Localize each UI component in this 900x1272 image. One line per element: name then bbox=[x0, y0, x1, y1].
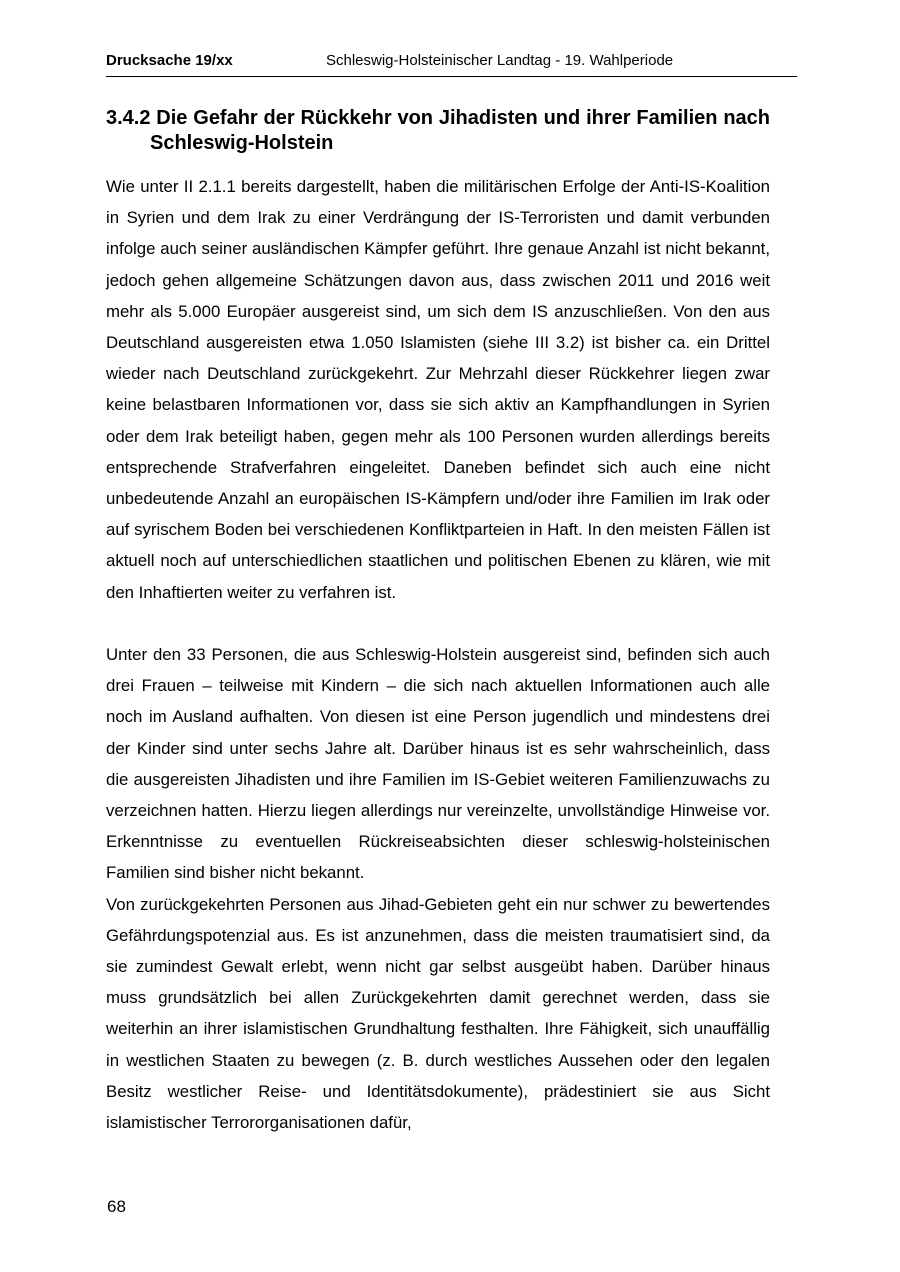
page-number: 68 bbox=[107, 1197, 126, 1216]
section-heading: 3.4.2 Die Gefahr der Rückkehr von Jihadisten und ihrer Familien nach Schleswig-Holstein bbox=[106, 107, 770, 154]
paragraph-3: Von zurückgekehrten Personen aus Jihad-Gebieten geht ein nur schwer zu bewertendes Gefährdungspotenzial aus. Es ist anzunehmen, dass die meisten traumatisiert sind, da sie zumindest Gewalt erlebt, wenn nicht gar selbst ausgeübt haben. Darüber hinaus muss grundsätzlich bei allen Zurückgekehrten damit gerechnet werden, dass sie weiterhin an ihrer islamistischen Grundhaltung festhalten. Ihre Fähigkeit, sich unauffällig in westlichen Staaten zu bewegen (z. B. durch westliches Aussehen oder den legalen Besitz westlicher Reise- und Identitätsdokumente), prädestiniert sie aus Sicht islamistischer Terrororganisationen dafür, bbox=[106, 894, 770, 1133]
landtag-title: Schleswig-Holsteinischer Landtag - 19. Wahlperiode bbox=[326, 52, 674, 69]
page-header bbox=[106, 52, 797, 77]
document-number: Drucksache 19/xx bbox=[106, 52, 233, 69]
paragraph-2: Unter den 33 Personen, die aus Schleswig-Holstein ausgereist sind, befinden sich auch drei Frauen – teilweise mit Kindern – die sich nach aktuellen Informationen auch alle noch im Ausland aufhalten. Von diesen ist eine Person jugendlich und mindestens drei der Kinder sind unter sechs Jahre alt. Darüber hinaus ist es sehr wahrscheinlich, dass die ausgereisten Jihadisten und ihre Familien im IS-Gebiet weiteren Familienzuwachs zu verzeichnen hatten. Hierzu liegen allerdings nur vereinzelte, unvollständige Hinweise vor. Erkenntnisse zu eventuellen Rückreiseabsichten dieser schleswig-holsteinischen Familien sind bisher nicht bekannt. bbox=[106, 645, 770, 883]
body-text bbox=[106, 171, 770, 1138]
paragraph-1: Wie unter II 2.1.1 bereits dargestellt, haben die militärischen Erfolge der Anti-IS-Koalition in Syrien und dem Irak zu einer Verdrängung der IS-Terroristen und damit verbunden infolge auch seiner ausländischen Kämpfer geführt. Ihre genaue Anzahl ist nicht bekannt, jedoch gehen allgemeine Schätzungen davon aus, dass zwischen 2011 und 2016 weit mehr als 5.000 Europäer ausgereist sind, um sich dem IS anzuschließen. Von den aus Deutschland ausgereisten etwa 1.050 Islamisten (siehe III 3.2) ist bisher ca. ein Drittel wieder nach Deutschland zurückgekehrt. Zur Mehrzahl dieser Rückkehrer liegen zwar keine belastbaren Informationen vor, dass sie sich aktiv an Kampfhandlungen in Syrien oder dem Irak beteiligt haben, gegen mehr als 100 Personen wurden allerdings bereits entsprechende Strafverfahren eingeleitet. Daneben befindet sich auch eine nicht unbedeutende Anzahl an europäischen IS-Kämpfern und/oder ihre Familien im Irak oder auf syrischem Boden bei verschiedenen Konfliktparteien in Haft. In den meisten Fällen ist aktuell noch auf unterschiedlichen staatlichen und politischen Ebenen zu klären, wie mit den Inhaftierten weiter zu verfahren ist. bbox=[106, 177, 770, 602]
